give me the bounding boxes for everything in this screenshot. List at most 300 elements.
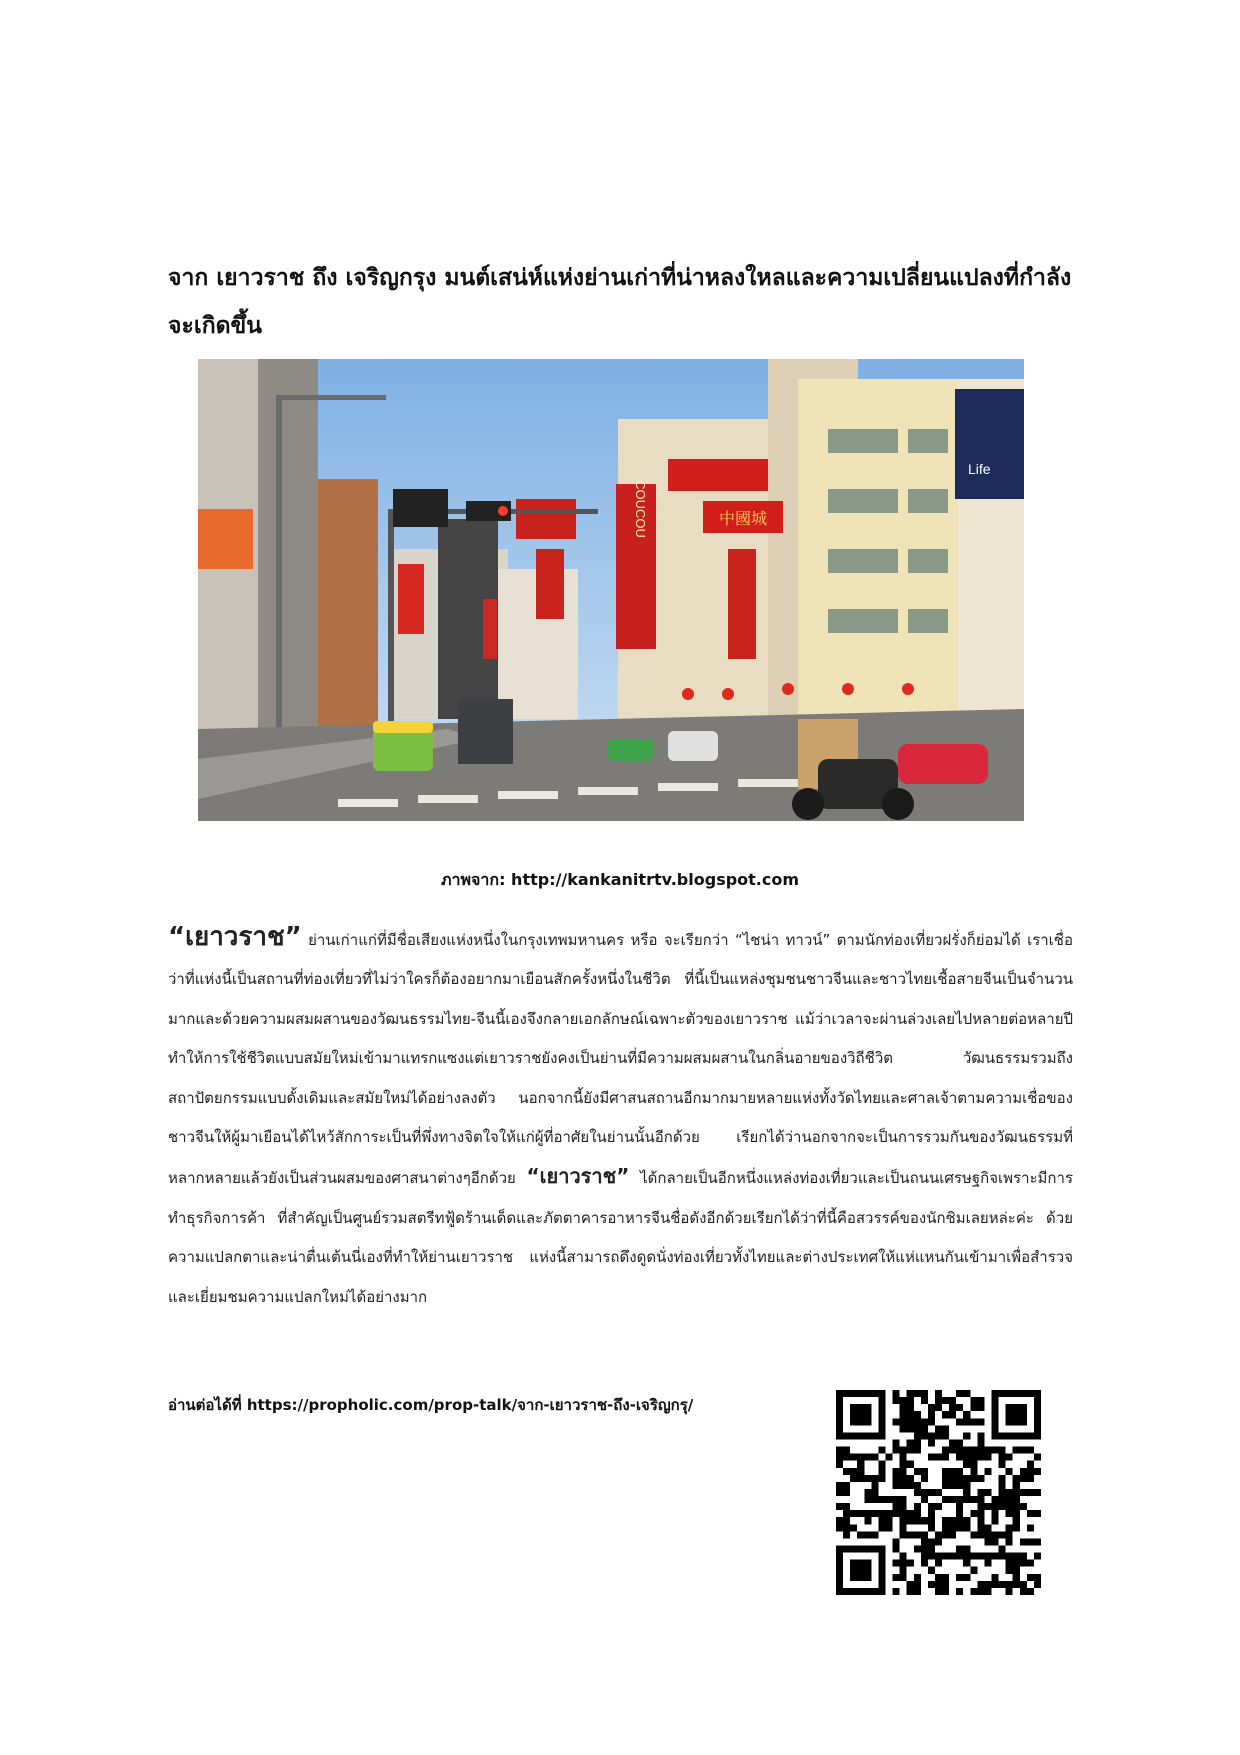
qr-module — [857, 1461, 864, 1468]
qr-module — [900, 1510, 907, 1517]
qr-module — [928, 1411, 935, 1418]
qr-module — [907, 1447, 914, 1454]
qr-module — [885, 1517, 892, 1524]
qr-module — [843, 1390, 850, 1397]
read-more-link[interactable]: อ่านต่อได้ที่ https://propholic.com/prop-talk/จาก-เยาวราช-ถึง-เจริญกรุ/ — [168, 1396, 694, 1414]
qr-module — [864, 1588, 871, 1595]
qr-module — [1034, 1390, 1041, 1397]
qr-module — [992, 1538, 999, 1545]
qr-module — [900, 1496, 907, 1503]
qr-module — [878, 1581, 885, 1588]
qr-module — [977, 1404, 984, 1411]
qr-module — [864, 1496, 871, 1503]
qr-module — [1034, 1553, 1041, 1560]
qr-module — [907, 1510, 914, 1517]
qr-module — [914, 1482, 921, 1489]
qr-module — [949, 1439, 956, 1446]
qr-module — [864, 1510, 871, 1517]
qr-module — [857, 1404, 864, 1411]
qr-module — [956, 1447, 963, 1454]
qr-module — [1006, 1432, 1013, 1439]
qr-module — [935, 1397, 942, 1404]
qr-module — [878, 1517, 885, 1524]
qr-module — [942, 1482, 949, 1489]
qr-module — [992, 1503, 999, 1510]
qr-module — [907, 1390, 914, 1397]
qr-module — [970, 1468, 977, 1475]
qr-module — [893, 1538, 900, 1545]
qr-module — [963, 1546, 970, 1553]
qr-module — [999, 1581, 1006, 1588]
qr-module — [857, 1567, 864, 1574]
qr-module — [928, 1546, 935, 1553]
qr-module — [935, 1454, 942, 1461]
qr-module — [935, 1489, 942, 1496]
qr-module — [999, 1390, 1006, 1397]
qr-module — [1013, 1503, 1020, 1510]
qr-module — [864, 1390, 871, 1397]
qr-module — [907, 1581, 914, 1588]
qr-module — [999, 1475, 1006, 1482]
qr-module — [871, 1531, 878, 1538]
qr-module — [970, 1454, 977, 1461]
qr-module — [836, 1432, 843, 1439]
qr-module — [970, 1588, 977, 1595]
qr-module — [1020, 1581, 1027, 1588]
qr-module — [984, 1560, 991, 1567]
qr-module — [1020, 1404, 1027, 1411]
qr-module — [843, 1524, 850, 1531]
qr-module — [984, 1531, 991, 1538]
qr-module — [970, 1475, 977, 1482]
qr-module — [977, 1581, 984, 1588]
qr-module — [1013, 1581, 1020, 1588]
qr-module — [878, 1510, 885, 1517]
qr-module — [864, 1531, 871, 1538]
qr-module — [914, 1447, 921, 1454]
qr-module — [970, 1567, 977, 1574]
qr-module — [942, 1531, 949, 1538]
qr-module — [1027, 1588, 1034, 1595]
qr-module — [885, 1510, 892, 1517]
qr-module — [1034, 1454, 1041, 1461]
qr-module — [928, 1510, 935, 1517]
qr-module — [864, 1404, 871, 1411]
qr-module — [977, 1524, 984, 1531]
qr-module — [921, 1468, 928, 1475]
qr-module — [977, 1475, 984, 1482]
qr-module — [921, 1553, 928, 1560]
qr-module — [992, 1496, 999, 1503]
qr-module — [914, 1425, 921, 1432]
qr-module — [878, 1432, 885, 1439]
qr-module — [1013, 1560, 1020, 1567]
qr-module — [1027, 1574, 1034, 1581]
qr-module — [871, 1432, 878, 1439]
qr-module — [928, 1553, 935, 1560]
qr-module — [1006, 1567, 1013, 1574]
qr-module — [885, 1496, 892, 1503]
qr-module — [999, 1503, 1006, 1510]
qr-module — [1006, 1496, 1013, 1503]
qr-module — [928, 1418, 935, 1425]
qr-module — [921, 1546, 928, 1553]
qr-module — [1034, 1489, 1041, 1496]
qr-module — [1027, 1538, 1034, 1545]
qr-module — [857, 1411, 864, 1418]
qr-module — [928, 1454, 935, 1461]
qr-module — [893, 1546, 900, 1553]
qr-module — [1006, 1404, 1013, 1411]
qr-module — [836, 1461, 843, 1468]
qr-module — [956, 1588, 963, 1595]
qr-module — [878, 1475, 885, 1482]
qr-module — [949, 1553, 956, 1560]
qr-module — [956, 1553, 963, 1560]
qr-module — [949, 1524, 956, 1531]
paragraph-part-2: ได้กลายเป็นอีกหนึ่งแหล่งท่องเที่ยวและเป็นถนนเศรษฐกิจเพราะมีการทำธุรกิจการค้า ที่สำคัญเป็นศูนย์รวมสตรีทฟู้ดร้านเด็ดและภัตตาคารอาหารจีนชื่อดังอีกด้วยเรียกได้ว่าที่นี้คือสวรรค์ของนักชิมเลยหล่ะค่ะ ด้วยความแปลกตาและน่าตื่นเต้นนี่เองที่ทำให้ย่านเยาวราช แห่งนี้สามารถดึงดูดนั่งท่องเที่ยวทั้งไทยและต่างประเทศให้แห่แหนกันเข้ามาเพื่อสำรวจและเยี่ยมชมความแปลกใหม่ได้อย่างมาก — [168, 1169, 1073, 1306]
qr-module — [871, 1510, 878, 1517]
qr-module — [977, 1397, 984, 1404]
qr-module — [942, 1468, 949, 1475]
qr-module — [857, 1432, 864, 1439]
qr-module — [878, 1390, 885, 1397]
qr-module — [850, 1475, 857, 1482]
qr-module — [900, 1531, 907, 1538]
qr-module — [956, 1418, 963, 1425]
qr-module — [857, 1588, 864, 1595]
qr-module — [984, 1588, 991, 1595]
qr-module — [843, 1432, 850, 1439]
qr-module — [992, 1390, 999, 1397]
qr-module — [1006, 1588, 1013, 1595]
qr-module — [977, 1454, 984, 1461]
qr-module — [836, 1553, 843, 1560]
qr-module — [1020, 1553, 1027, 1560]
qr-module — [1006, 1390, 1013, 1397]
qr-module — [977, 1489, 984, 1496]
qr-module — [1006, 1524, 1013, 1531]
qr-module — [963, 1560, 970, 1567]
qr-module — [864, 1560, 871, 1567]
qr-module — [907, 1404, 914, 1411]
qr-module — [977, 1553, 984, 1560]
qr-module — [1027, 1390, 1034, 1397]
qr-code-icon[interactable] — [836, 1390, 1041, 1595]
qr-module — [992, 1404, 999, 1411]
qr-module — [907, 1461, 914, 1468]
qr-module — [900, 1461, 907, 1468]
qr-module — [864, 1475, 871, 1482]
qr-module — [857, 1454, 864, 1461]
qr-module — [1013, 1482, 1020, 1489]
qr-module — [999, 1447, 1006, 1454]
qr-module — [1013, 1574, 1020, 1581]
qr-module — [977, 1418, 984, 1425]
qr-module — [977, 1510, 984, 1517]
qr-module — [900, 1503, 907, 1510]
qr-module — [1006, 1581, 1013, 1588]
qr-module — [850, 1468, 857, 1475]
qr-module — [871, 1475, 878, 1482]
qr-module — [1034, 1538, 1041, 1545]
qr-module — [921, 1475, 928, 1482]
qr-module — [1013, 1524, 1020, 1531]
qr-module — [1034, 1510, 1041, 1517]
qr-module — [1027, 1475, 1034, 1482]
qr-module — [878, 1560, 885, 1567]
qr-module — [992, 1553, 999, 1560]
qr-module — [843, 1510, 850, 1517]
qr-module — [893, 1503, 900, 1510]
qr-module — [999, 1454, 1006, 1461]
qr-module — [836, 1390, 843, 1397]
qr-module — [900, 1553, 907, 1560]
qr-module — [999, 1546, 1006, 1553]
qr-module — [1027, 1560, 1034, 1567]
qr-module — [864, 1517, 871, 1524]
qr-module — [977, 1531, 984, 1538]
qr-module — [900, 1418, 907, 1425]
qr-module — [963, 1482, 970, 1489]
qr-module — [963, 1553, 970, 1560]
qr-module — [1027, 1468, 1034, 1475]
qr-module — [999, 1489, 1006, 1496]
qr-module — [999, 1531, 1006, 1538]
qr-module — [836, 1418, 843, 1425]
qr-module — [864, 1432, 871, 1439]
qr-module — [1027, 1510, 1034, 1517]
qr-module — [907, 1560, 914, 1567]
qr-module — [935, 1553, 942, 1560]
qr-module — [956, 1496, 963, 1503]
qr-module — [963, 1496, 970, 1503]
article-title: จาก เยาวราช ถึง เจริญกรุง มนต์เสน่ห์แห่งย่านเก่าที่น่าหลงใหลและความเปลี่ยนแปลงที่กำลังจะเกิดขึ้น — [168, 265, 1072, 339]
qr-module — [949, 1482, 956, 1489]
qr-module — [935, 1531, 942, 1538]
qr-module — [1034, 1468, 1041, 1475]
qr-module — [878, 1546, 885, 1553]
qr-module — [935, 1390, 942, 1397]
qr-module — [893, 1468, 900, 1475]
qr-module — [900, 1447, 907, 1454]
qr-module — [1034, 1397, 1041, 1404]
paragraph-part-1: ย่านเก่าแก่ที่มีชื่อเสียงแห่งหนึ่งในกรุงเทพมหานคร หรือ จะเรียกว่า “ไชน่า ทาวน์” ตามนักท่องเที่ยวฝรั่งก็ย่อมได้ เราเชื่อว่าที่แห่งนี้เป็นสถานที่ท่องเที่ยวที่ไม่ว่าใครก็ต้องอยากมาเยือนสักครั้งหนึ่งในชีวิต ที่นี้เป็นแหล่งชุมชนชาวจีนและชาวไทยเชื้อสายจีนเป็นจำนวนมากและด้วยความผสมผสานของวัฒนธรรมไทย-จีนนี้เองจึงกลายเอกลักษณ์เฉพาะตัวของเยาวราช แม้ว่าเวลาจะผ่านล่วงเลยไปหลายต่อหลายปีทำให้การใช้ชีวิตแบบสมัยใหม่เข้ามาแทรกแซงแต่เยาวราชยังคงเป็นย่านที่มีความผสมผสานในกลิ่นอายของวิถีชีวิต วัฒนธรรมรวมถึงสถาปัตยกรรมแบบดั้งเดิมและสมัยใหม่ได้อย่างลงตัว นอกจากนี้ยังมีศาสนสถานอีกมากมายหลายแห่งทั้งวัดไทยและศาลเจ้าตามความเชื่อของชาวจีนให้ผู้มาเยือนได้ไหว้สักการะเป็นที่พึ่งทางจิตใจให้แก่ผู้ที่อาศัยในย่านนั้นอีกด้วย เรียกได้ว่านอกจากจะเป็นการรวมกันของวัฒนธรรมที่หลากหลายแล้วยังเป็นส่วนผสมของศาสนาต่างๆอีกด้วย — [168, 931, 1073, 1188]
qr-module — [843, 1468, 850, 1475]
qr-module — [984, 1489, 991, 1496]
qr-module — [843, 1482, 850, 1489]
qr-module — [928, 1439, 935, 1446]
qr-module — [907, 1411, 914, 1418]
qr-module — [963, 1461, 970, 1468]
qr-module — [1034, 1581, 1041, 1588]
qr-module — [977, 1517, 984, 1524]
qr-module — [914, 1439, 921, 1446]
inline-bold-word: “เยาวราช” — [526, 1164, 630, 1189]
qr-module — [843, 1503, 850, 1510]
qr-module — [928, 1581, 935, 1588]
qr-module — [999, 1482, 1006, 1489]
qr-module — [970, 1553, 977, 1560]
qr-module — [984, 1553, 991, 1560]
qr-module — [977, 1496, 984, 1503]
qr-module — [1013, 1475, 1020, 1482]
qr-module — [956, 1524, 963, 1531]
qr-module — [970, 1461, 977, 1468]
qr-module — [900, 1397, 907, 1404]
qr-module — [907, 1588, 914, 1595]
qr-module — [878, 1411, 885, 1418]
qr-module — [963, 1390, 970, 1397]
qr-module — [893, 1510, 900, 1517]
qr-module — [836, 1411, 843, 1418]
qr-module — [843, 1546, 850, 1553]
qr-module — [984, 1503, 991, 1510]
qr-module — [992, 1425, 999, 1432]
qr-module — [949, 1475, 956, 1482]
qr-module — [878, 1524, 885, 1531]
qr-module — [949, 1404, 956, 1411]
qr-module — [914, 1574, 921, 1581]
qr-module — [836, 1503, 843, 1510]
qr-module — [935, 1538, 942, 1545]
qr-module — [850, 1510, 857, 1517]
qr-module — [921, 1418, 928, 1425]
qr-module — [935, 1574, 942, 1581]
qr-module — [956, 1482, 963, 1489]
qr-module — [1013, 1567, 1020, 1574]
qr-module — [970, 1397, 977, 1404]
qr-module — [970, 1510, 977, 1517]
qr-module — [1020, 1447, 1027, 1454]
qr-module — [900, 1517, 907, 1524]
qr-module — [970, 1496, 977, 1503]
qr-module — [1006, 1553, 1013, 1560]
qr-module — [942, 1411, 949, 1418]
qr-module — [878, 1447, 885, 1454]
qr-module — [857, 1475, 864, 1482]
qr-module — [1027, 1524, 1034, 1531]
qr-module — [885, 1524, 892, 1531]
qr-module — [900, 1411, 907, 1418]
qr-module — [836, 1574, 843, 1581]
qr-module — [992, 1581, 999, 1588]
qr-module — [836, 1397, 843, 1404]
qr-module — [963, 1489, 970, 1496]
qr-module — [878, 1397, 885, 1404]
qr-module — [963, 1454, 970, 1461]
qr-module — [963, 1574, 970, 1581]
qr-module — [921, 1425, 928, 1432]
qr-module — [864, 1574, 871, 1581]
qr-module — [1013, 1390, 1020, 1397]
qr-module — [871, 1496, 878, 1503]
qr-module — [1013, 1404, 1020, 1411]
qr-module — [878, 1567, 885, 1574]
qr-module — [1027, 1489, 1034, 1496]
qr-module — [1006, 1454, 1013, 1461]
qr-module — [1013, 1432, 1020, 1439]
qr-module — [942, 1496, 949, 1503]
qr-module — [836, 1546, 843, 1553]
qr-module — [942, 1447, 949, 1454]
qr-module — [893, 1574, 900, 1581]
qr-module — [864, 1567, 871, 1574]
qr-module — [921, 1489, 928, 1496]
qr-module — [984, 1524, 991, 1531]
qr-module — [850, 1404, 857, 1411]
qr-module — [935, 1432, 942, 1439]
qr-module — [977, 1503, 984, 1510]
qr-module — [900, 1475, 907, 1482]
qr-module — [843, 1489, 850, 1496]
qr-module — [928, 1567, 935, 1574]
qr-module — [999, 1496, 1006, 1503]
qr-module — [992, 1418, 999, 1425]
qr-module — [1013, 1411, 1020, 1418]
qr-module — [871, 1454, 878, 1461]
qr-module — [942, 1517, 949, 1524]
qr-module — [999, 1461, 1006, 1468]
qr-module — [1020, 1390, 1027, 1397]
qr-module — [1020, 1432, 1027, 1439]
qr-module — [992, 1531, 999, 1538]
qr-module — [914, 1432, 921, 1439]
qr-module — [850, 1432, 857, 1439]
qr-module — [977, 1447, 984, 1454]
qr-module — [843, 1588, 850, 1595]
qr-module — [871, 1546, 878, 1553]
qr-module — [999, 1432, 1006, 1439]
qr-module — [956, 1503, 963, 1510]
qr-module — [935, 1503, 942, 1510]
qr-module — [850, 1411, 857, 1418]
qr-module — [949, 1517, 956, 1524]
life-sign: Life — [968, 461, 991, 477]
qr-module — [956, 1475, 963, 1482]
qr-module — [914, 1418, 921, 1425]
qr-module — [928, 1517, 935, 1524]
qr-module — [921, 1517, 928, 1524]
qr-module — [836, 1447, 843, 1454]
qr-module — [850, 1390, 857, 1397]
qr-module — [1034, 1425, 1041, 1432]
qr-module — [900, 1482, 907, 1489]
qr-module — [893, 1447, 900, 1454]
qr-module — [935, 1425, 942, 1432]
qr-module — [984, 1468, 991, 1475]
qr-module — [900, 1425, 907, 1432]
qr-module — [1006, 1411, 1013, 1418]
qr-module — [878, 1461, 885, 1468]
qr-module — [893, 1418, 900, 1425]
qr-module — [878, 1496, 885, 1503]
qr-module — [1020, 1468, 1027, 1475]
qr-module — [1006, 1560, 1013, 1567]
qr-module — [864, 1454, 871, 1461]
qr-module — [836, 1489, 843, 1496]
qr-module — [878, 1404, 885, 1411]
qr-module — [935, 1560, 942, 1567]
qr-module — [1006, 1538, 1013, 1545]
qr-module — [949, 1496, 956, 1503]
qr-module — [928, 1503, 935, 1510]
qr-module — [992, 1397, 999, 1404]
qr-module — [893, 1496, 900, 1503]
qr-module — [843, 1447, 850, 1454]
qr-module — [900, 1524, 907, 1531]
qr-module — [949, 1411, 956, 1418]
